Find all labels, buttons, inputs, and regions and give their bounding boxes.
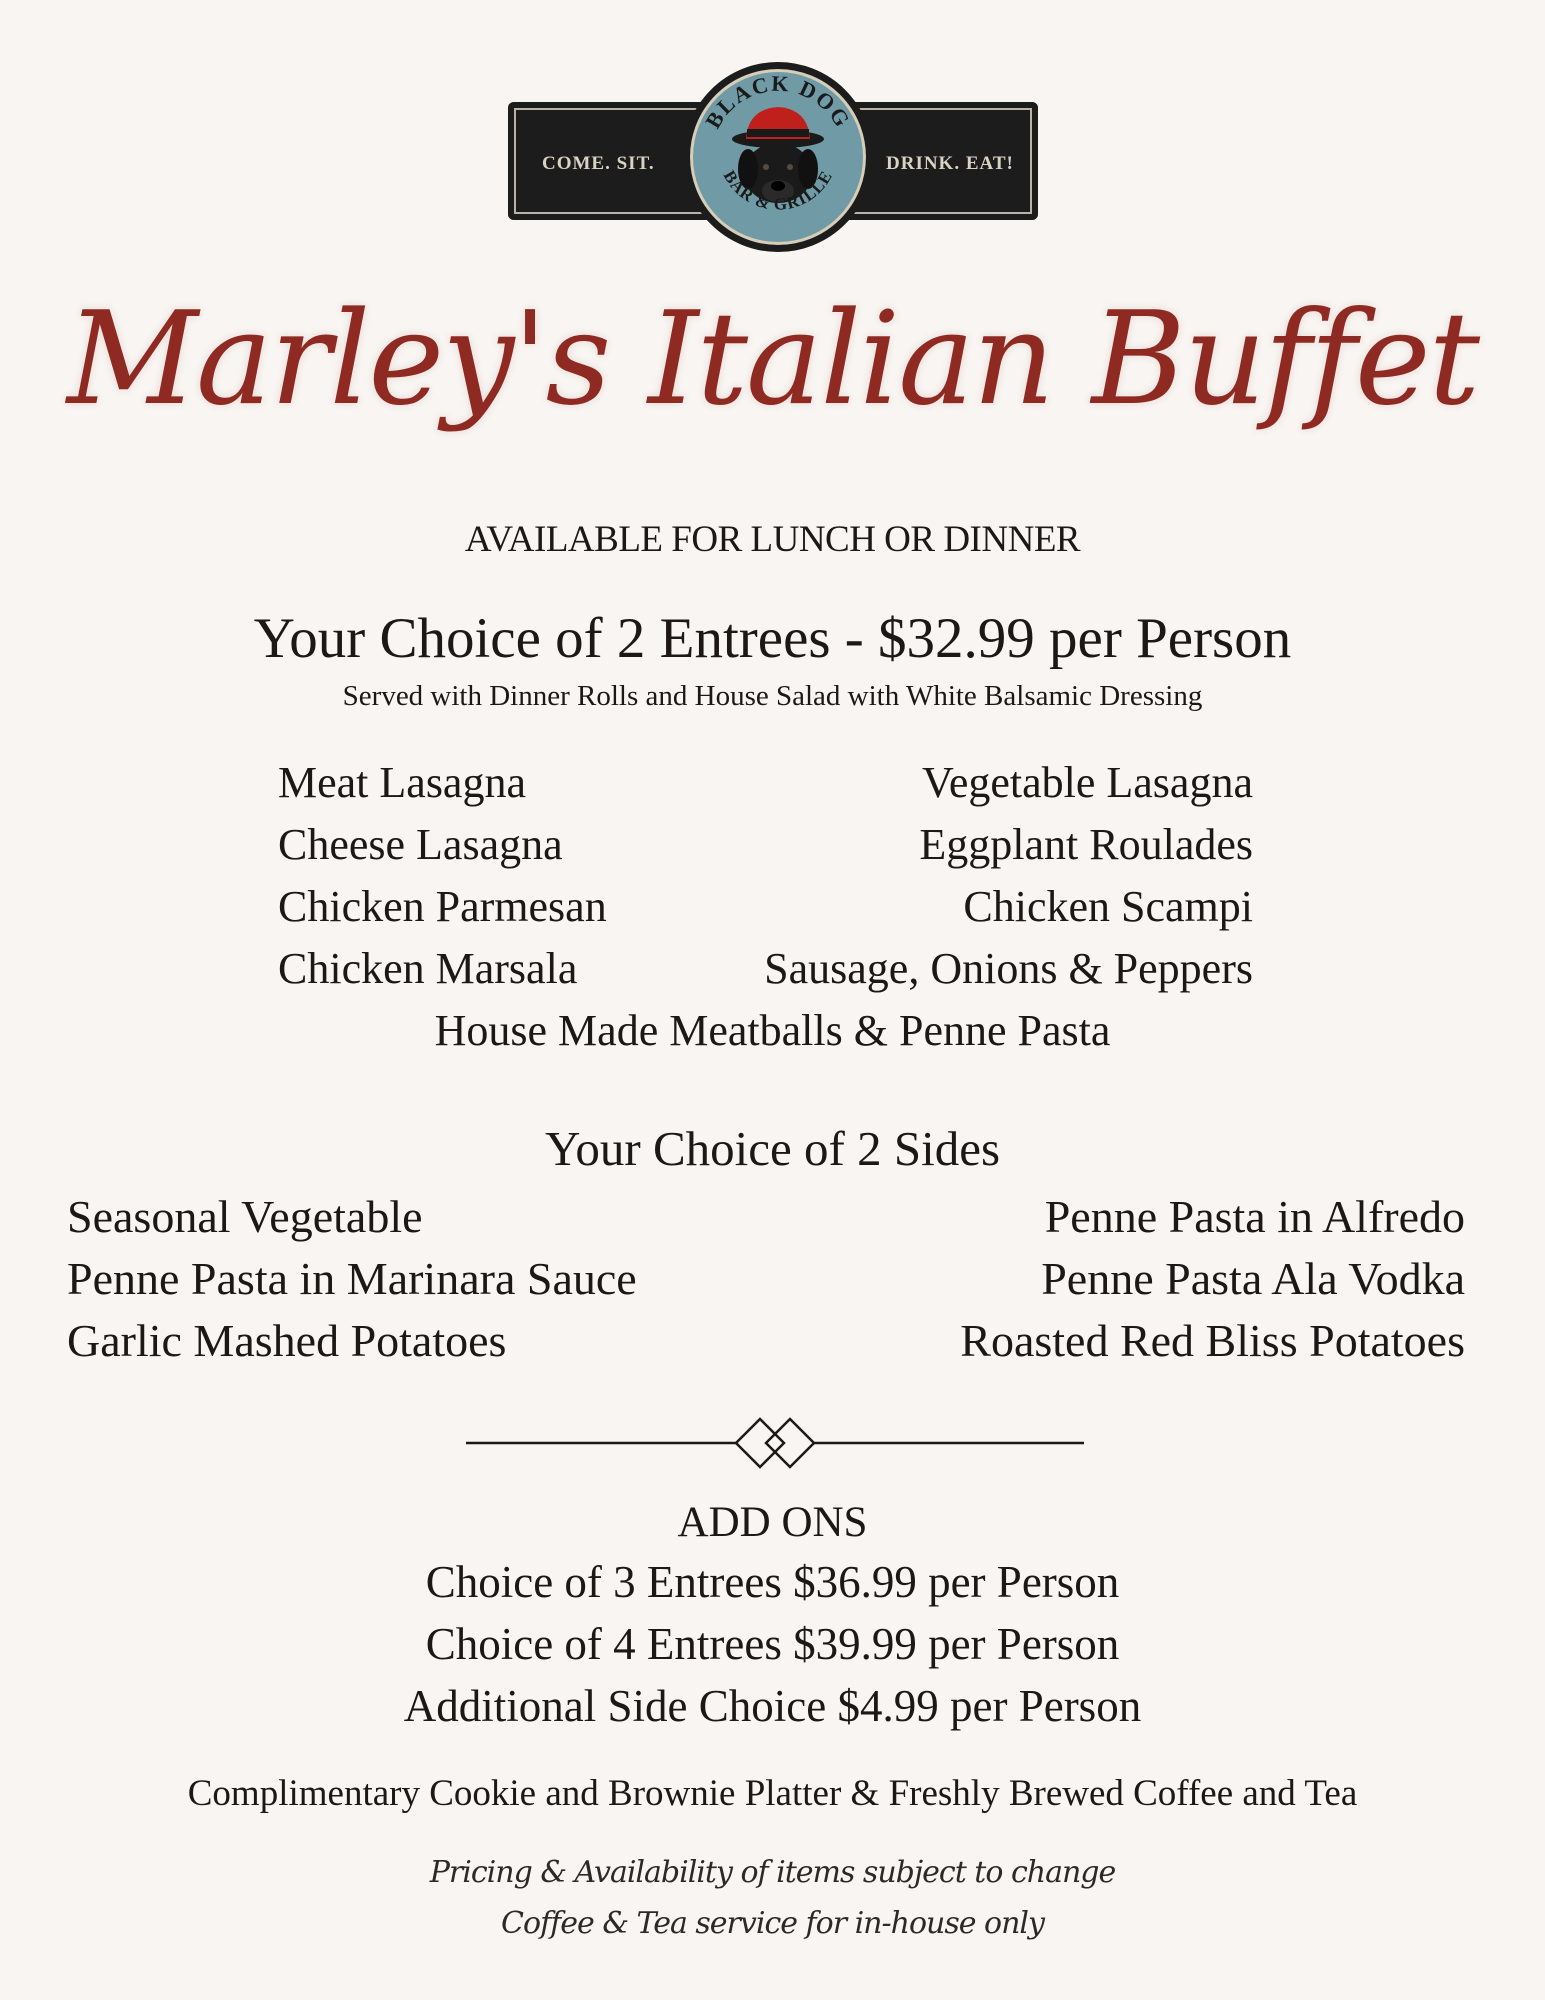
entree-item: Eggplant Roulades — [919, 820, 1253, 869]
side-item: Garlic Mashed Potatoes — [67, 1315, 507, 1366]
side-item: Seasonal Vegetable — [67, 1191, 423, 1242]
logo-right-text: DRINK. EAT! — [886, 153, 1014, 174]
side-item: Penne Pasta in Alfredo — [1044, 1191, 1465, 1242]
svg-text:BAR & GRILLE — [720, 167, 837, 214]
side-item: Penne Pasta in Marinara Sauce — [67, 1253, 637, 1304]
logo-left-text: COME. SIT. — [542, 153, 655, 174]
entrees-subtitle: Served with Dinner Rolls and House Salad with White Balsamic Dressing — [342, 680, 1203, 712]
entree-item: Sausage, Onions & Peppers — [764, 944, 1253, 993]
side-item: Roasted Red Bliss Potatoes — [960, 1315, 1465, 1366]
svg-text:BLACK DOG — [700, 71, 856, 133]
logo-brand-bottom: BAR & GRILLE — [719, 167, 837, 214]
complimentary-note: Complimentary Cookie and Brownie Platter & Freshly Brewed Coffee and Tea — [187, 1773, 1358, 1814]
black-dog-logo — [508, 62, 1038, 262]
side-item: Penne Pasta Ala Vodka — [1041, 1253, 1465, 1304]
entree-item: Cheese Lasagna — [278, 820, 563, 869]
addons-title: ADD ONS — [677, 1499, 868, 1546]
service-note: Coffee & Tea service for in-house only — [501, 1906, 1044, 1941]
pricing-note: Pricing & Availability of items subject to change — [429, 1855, 1116, 1890]
addon-item: Choice of 3 Entrees $36.99 per Person — [425, 1557, 1120, 1607]
entrees-heading: Your Choice of 2 Entrees - $32.99 per Person — [253, 607, 1292, 670]
entree-item-centered: House Made Meatballs & Penne Pasta — [434, 1006, 1111, 1055]
availability-note: AVAILABLE FOR LUNCH OR DINNER — [464, 519, 1081, 560]
entree-item: Vegetable Lasagna — [921, 758, 1253, 807]
logo-ring-text — [690, 69, 866, 245]
logo-emblem — [683, 62, 873, 252]
page-title: Marley's Italian Buffet — [66, 285, 1479, 434]
entree-item: Meat Lasagna — [278, 758, 526, 807]
addon-item: Additional Side Choice $4.99 per Person — [403, 1681, 1142, 1731]
entree-item: Chicken Parmesan — [278, 882, 607, 931]
entree-item: Chicken Marsala — [278, 944, 578, 993]
sides-heading: Your Choice of 2 Sides — [544, 1121, 1001, 1176]
entree-item: Chicken Scampi — [963, 882, 1253, 931]
ornamental-divider — [466, 1413, 1084, 1473]
addon-item: Choice of 4 Entrees $39.99 per Person — [425, 1619, 1120, 1669]
logo-brand-top: BLACK DOG — [700, 70, 856, 133]
